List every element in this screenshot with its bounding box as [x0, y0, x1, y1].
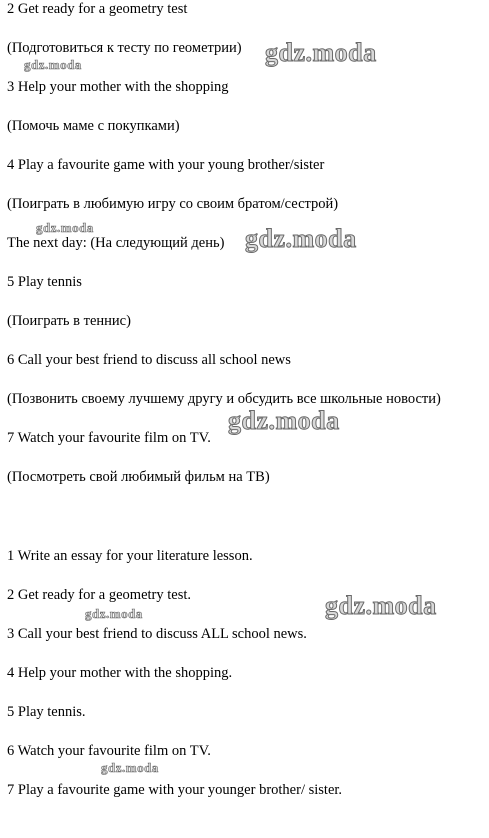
text-line: (Поиграть в любимую игру со своим братом/сестрой): [7, 196, 339, 212]
text-line: The next day: (На следующий день): [7, 235, 225, 251]
text-line: 4 Play a favourite game with your young brother/sister: [7, 157, 325, 173]
text-line: (Посмотреть свой любимый фильм на ТВ): [7, 469, 270, 485]
watermark-logo: gdz.moda: [325, 591, 437, 620]
text-line: 5 Play tennis.: [7, 704, 86, 720]
text-line: 2 Get ready for a geometry test.: [7, 587, 191, 603]
watermark-logo: gdz.moda: [101, 760, 159, 775]
watermark-logo: gdz.moda: [36, 220, 94, 235]
watermark-logo: gdz.moda: [265, 38, 377, 67]
text-line: (Поиграть в теннис): [7, 313, 131, 329]
watermark-logo: gdz.moda: [85, 606, 143, 621]
text-line: (Подготовиться к тесту по геометрии): [7, 40, 242, 56]
watermark-logo: gdz.moda: [24, 57, 82, 72]
text-line: 1 Write an essay for your literature lesson.: [7, 548, 253, 564]
text-line: 3 Call your best friend to discuss ALL school news.: [7, 626, 307, 642]
watermark-logo: gdz.moda: [228, 406, 340, 435]
text-line: (Позвонить своему лучшему другу и обсудить все школьные новости): [7, 391, 441, 407]
text-line: 4 Help your mother with the shopping.: [7, 665, 233, 681]
text-line: 7 Watch your favourite film on TV.: [7, 430, 211, 446]
text-line: 6 Watch your favourite film on TV.: [7, 743, 211, 759]
text-line: 7 Play a favourite game with your younger brother/ sister.: [7, 782, 343, 798]
text-line: 5 Play tennis: [7, 274, 82, 290]
text-line: (Помочь маме с покупками): [7, 118, 180, 134]
text-line: 2 Get ready for a geometry test: [7, 1, 188, 17]
text-line: 6 Call your best friend to discuss all school news: [7, 352, 291, 368]
text-line: 3 Help your mother with the shopping: [7, 79, 229, 95]
watermark-logo: gdz.moda: [245, 224, 357, 253]
